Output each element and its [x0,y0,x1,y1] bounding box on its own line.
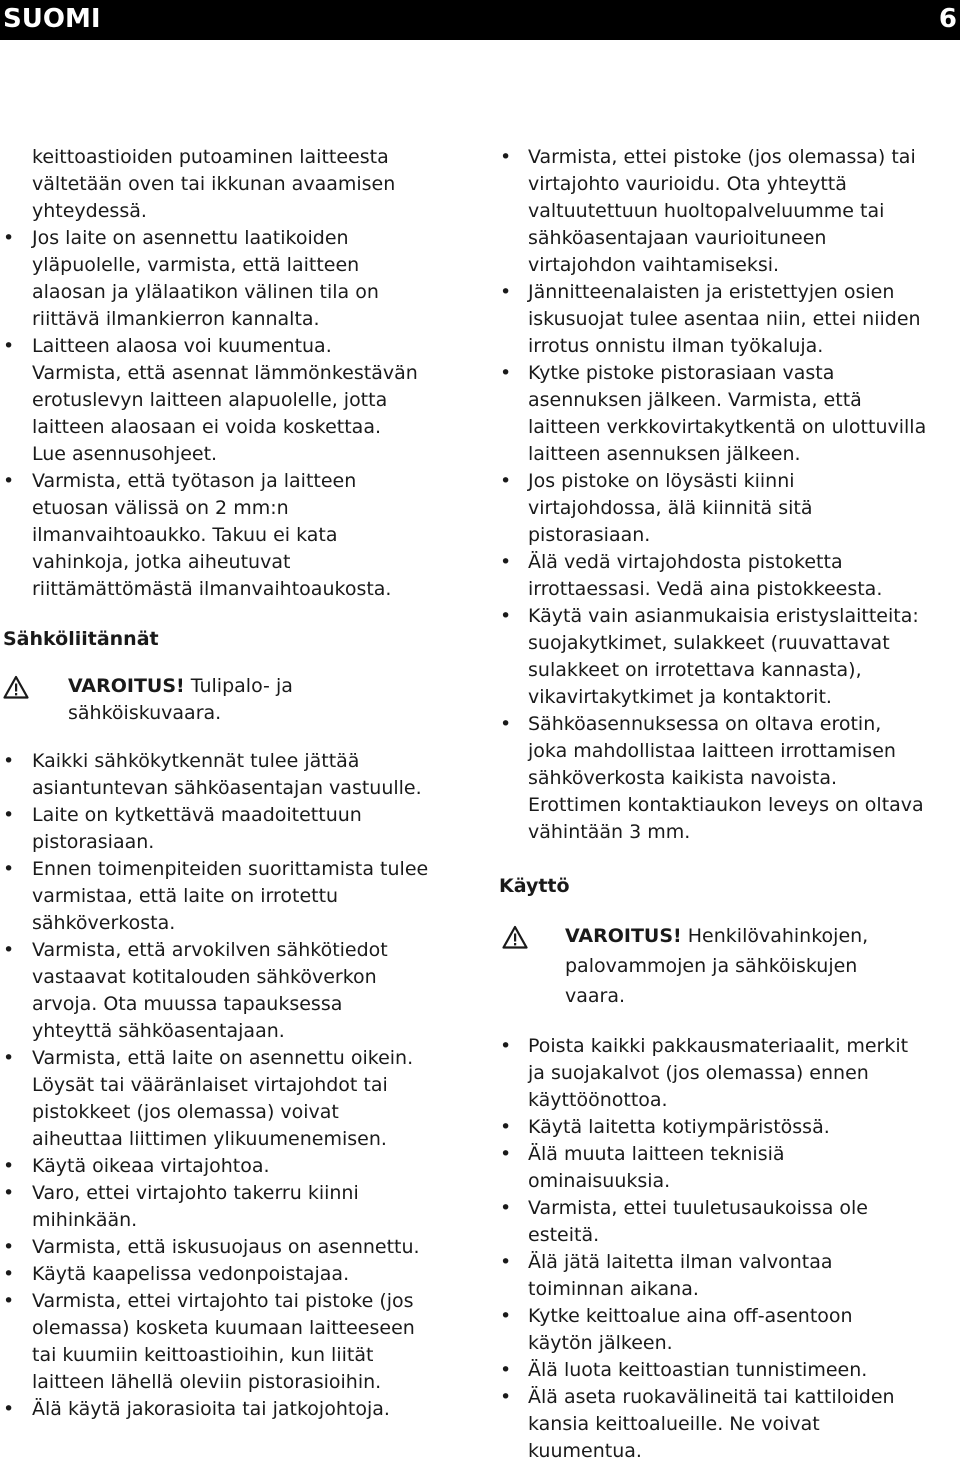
text-line: aiheuttaa liittimen ylikuumenemisen. [32,1128,387,1150]
list-item [0,1045,470,1153]
list-item [0,1153,470,1180]
text-line: laitteen verkkovirtakytkentä on ulottuvilla [528,416,927,438]
list-item [497,1033,957,1114]
text-line: sulakkeet on irrotettava kannasta), [528,659,862,681]
text-line: kuumentua. [528,1440,642,1462]
text-line: etuosan välissä on 2 mm:n [32,497,289,519]
intro-paragraph [0,144,470,225]
text-line: • Älä jätä laitetta ilman valvontaa [528,1251,833,1273]
text-line: • Käytä oikeaa virtajohtoa. [32,1155,270,1177]
list-item [497,1195,957,1249]
list-item [497,1303,957,1357]
text-line: asiantuntevan sähköasentajan vastuulle. [32,777,422,799]
list-item [497,603,957,711]
text-line: • Varmista, ettei pistoke (jos olemassa) tai [528,146,916,168]
warning-block [0,673,470,727]
text-line: • Kytke keittoalue aina off-asentoon [528,1305,853,1327]
text-line: • Älä käytä jakorasioita tai jatkojohtoja. [32,1398,390,1420]
text-line: ilmanvaihtoaukko. Takuu ei kata [32,524,338,546]
text-line: laitteen alaosaan ei voida koskettaa. [32,416,382,438]
page-number: 6 [938,4,957,34]
text-line: yläpuolelle, varmista, että laitteen [32,254,360,276]
text-line: • Jännitteenalaisten ja eristettyjen osien [528,281,895,303]
list-item [497,1249,957,1303]
list-item [497,144,957,279]
text-line: arvoja. Ota muussa tapauksessa [32,993,343,1015]
list-item [0,802,470,856]
warning-text: palovammojen ja sähköiskujen [565,955,858,977]
text-line: pistorasiaan. [32,831,155,853]
left-column [0,144,470,1423]
text-line: ja suojakalvot (jos olemassa) ennen [528,1062,869,1084]
warning-text: Henkilövahinkojen, [687,925,869,947]
text-line: Varmista, että asennat lämmönkestävän [32,362,418,384]
list-item [0,468,470,603]
text-line: laitteen lähellä oleviin pistorasioihin. [32,1371,382,1393]
text-line: käyttöönottoa. [528,1089,668,1111]
text-line: keittoastioiden putoaminen laitteesta [32,146,389,168]
text-line: valtuutettuun huoltopalveluumme tai [528,200,885,222]
list-item [0,1396,470,1423]
list-item [497,1141,957,1195]
list-item [497,1114,957,1141]
list-item [0,856,470,937]
section-heading: Sähköliitännät [3,628,159,650]
text-line: • Käytä laitetta kotiympäristössä. [528,1116,830,1138]
text-line: • Kytke pistoke pistorasiaan vasta [528,362,835,384]
text-line: suojakytkimet, sulakkeet (ruuvattavat [528,632,890,654]
text-line: • Poista kaikki pakkausmateriaalit, merkit [528,1035,909,1057]
text-line: joka mahdollistaa laitteen irrottamisen [528,740,896,762]
text-line: Lue asennusohjeet. [32,443,218,465]
text-line: • Varmista, että työtason ja laitteen [32,470,357,492]
text-line: iskusuojat tulee asentaa niin, ettei niiden [528,308,921,330]
text-line: sähköverkosta. [32,912,176,934]
text-line: pistokkeet (jos olemassa) voivat [32,1101,339,1123]
text-line: toiminnan aikana. [528,1278,699,1300]
text-line: • Kaikki sähkökytkennät tulee jättää [32,750,360,772]
text-line: • Älä luota keittoastian tunnistimeen. [528,1359,868,1381]
text-line: irrottaessasi. Vedä aina pistokkeesta. [528,578,883,600]
language-label: SUOMI [3,4,101,34]
text-line: • Varmista, ettei tuuletusaukoissa ole [528,1197,868,1219]
list-item [0,1234,470,1261]
text-line: • Älä aseta ruokavälineitä tai kattiloiden [528,1386,895,1408]
text-line: • Älä muuta laitteen teknisiä [528,1143,785,1165]
text-line: laitteen asennuksen jälkeen. [528,443,801,465]
text-line: yhteyttä sähköasentajaan. [32,1020,285,1042]
text-line: sähköverkosta kaikista navoista. [528,767,838,789]
text-line: • Varo, ettei virtajohto takerru kiinni [32,1182,359,1204]
text-line: pistorasiaan. [528,524,651,546]
warning-text: Tulipalo- ja [190,675,293,697]
text-line: • Varmista, että iskusuojaus on asennettu. [32,1236,420,1258]
text-line: Löysät tai vääränlaiset virtajohdot tai [32,1074,388,1096]
list-item [0,1288,470,1396]
text-line: • Laitteen alaosa voi kuumentua. [32,335,332,357]
page-header [0,0,960,40]
list-item [0,1180,470,1234]
text-line: • Ennen toimenpiteiden suorittamista tulee [32,858,429,880]
text-line: • Laite on kytkettävä maadoitettuun [32,804,362,826]
text-line: • Älä vedä virtajohdosta pistoketta [528,551,843,573]
text-line: • Käytä kaapelissa vedonpoistajaa. [32,1263,350,1285]
warning-icon [502,925,528,949]
text-line: vahinkoja, jotka aiheutuvat [32,551,291,573]
text-line: • Sähköasennuksessa on oltava erotin, [528,713,882,735]
text-line: • Varmista, että laite on asennettu oikein. [32,1047,414,1069]
text-line: riittämättömästä ilmanvaihtoaukosta. [32,578,392,600]
list-item [0,1261,470,1288]
text-line: irrotus onnistu ilman työkaluja. [528,335,824,357]
text-line: virtajohdon vaihtamiseksi. [528,254,780,276]
warning-text: sähköiskuvaara. [68,702,222,724]
list-item [0,225,470,333]
warning-block [497,921,957,1011]
text-line: asennuksen jälkeen. Varmista, että [528,389,862,411]
list-item [0,333,470,468]
warning-text: vaara. [565,985,626,1007]
warning-icon [3,675,29,699]
list-item [497,360,957,468]
right-column [497,144,957,1465]
list-item [497,1384,957,1465]
text-line: • Varmista, että arvokilven sähkötiedot [32,939,388,961]
text-line: mihinkään. [32,1209,138,1231]
text-line: sähköasentajaan vaurioituneen [528,227,827,249]
list-item [0,937,470,1045]
text-line: erotuslevyn laitteen alapuolelle, jotta [32,389,388,411]
text-line: tai kuumiin keittoastioihin, kun liität [32,1344,374,1366]
warning-label: VAROITUS! [68,675,185,697]
text-line: olemassa) kosketa kuumaan laitteeseen [32,1317,415,1339]
text-line: vähintään 3 mm. [528,821,691,843]
text-line: ominaisuuksia. [528,1170,671,1192]
text-line: • Varmista, ettei virtajohto tai pistoke (jos [32,1290,414,1312]
text-line: varmistaa, että laite on irrotettu [32,885,339,907]
section-heading: Käyttö [499,875,570,897]
text-line: vastaavat kotitalouden sähköverkon [32,966,377,988]
list-item [0,748,470,802]
text-line: alaosan ja ylälaatikon välinen tila on [32,281,379,303]
text-line: yhteydessä. [32,200,147,222]
text-line: vältetään oven tai ikkunan avaamisen [32,173,396,195]
warning-label: VAROITUS! [565,925,682,947]
list-item [497,279,957,360]
list-item [497,549,957,603]
text-line: • Käytä vain asianmukaisia eristyslaitteita: [528,605,919,627]
text-line: kansia keittoalueille. Ne voivat [528,1413,820,1435]
text-line: riittävä ilmankierron kannalta. [32,308,320,330]
list-item [497,1357,957,1384]
text-line: virtajohto vaurioidu. Ota yhteyttä [528,173,847,195]
text-line: Erottimen kontaktiaukon leveys on oltava [528,794,924,816]
text-line: vikavirtakytkimet ja kontaktorit. [528,686,832,708]
text-line: virtajohdossa, älä kiinnitä sitä [528,497,813,519]
text-line: käytön jälkeen. [528,1332,673,1354]
list-item [497,711,957,846]
list-item [497,468,957,549]
text-line: • Jos pistoke on löysästi kiinni [528,470,795,492]
text-line: esteitä. [528,1224,600,1246]
text-line: • Jos laite on asennettu laatikoiden [32,227,349,249]
